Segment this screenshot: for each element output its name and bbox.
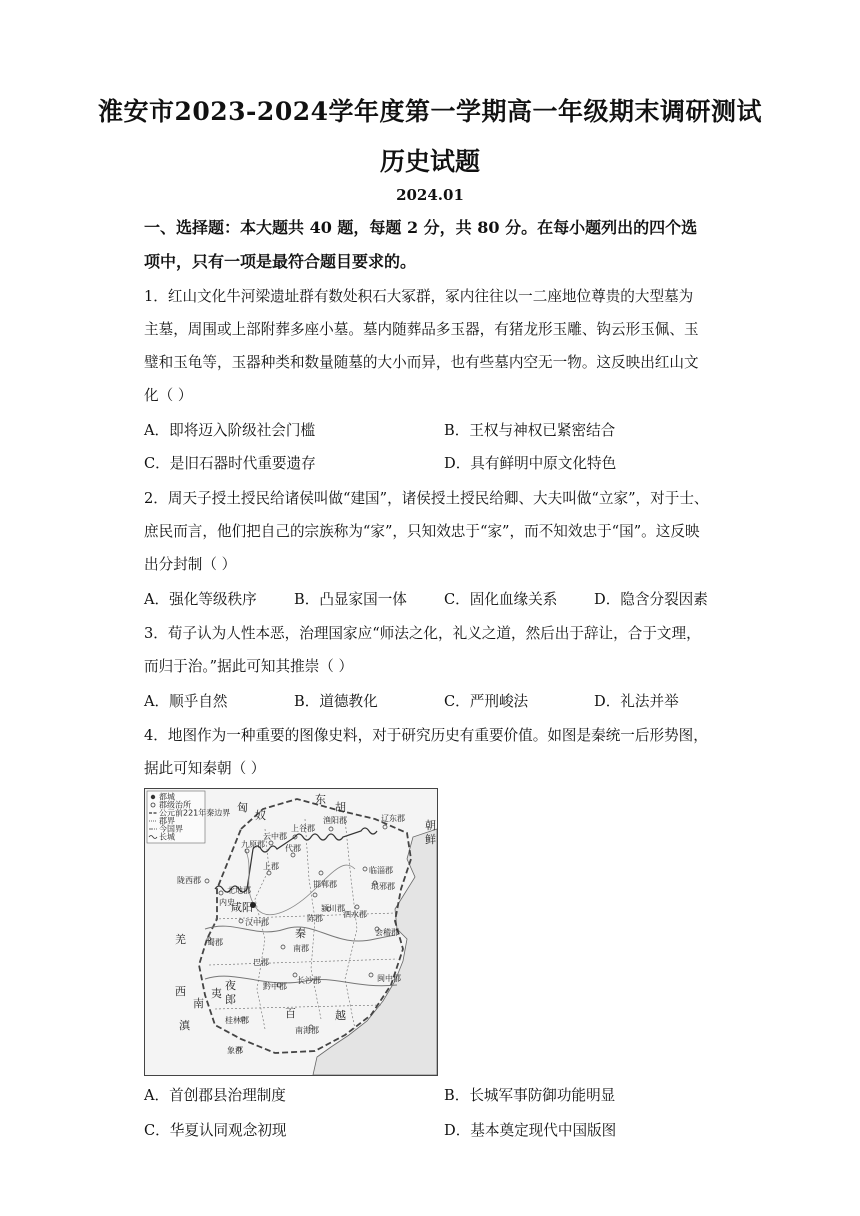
commandery-border — [345, 819, 357, 1029]
map-label: 九原郡 — [241, 840, 265, 849]
question-3-option-d[interactable]: D．礼法并举 — [594, 693, 679, 710]
map-label: 胡 — [335, 801, 346, 814]
map-label: 汉中郡 — [245, 918, 269, 927]
legend-label: 都城 — [159, 792, 175, 802]
map-label: 琅邪郡 — [371, 882, 395, 891]
map-label: 北地郡 — [227, 886, 251, 895]
question-3-option-c[interactable]: C．严刑峻法 — [444, 693, 529, 710]
question-1-option-a[interactable]: A．即将迈入阶级社会门槛 — [144, 422, 316, 439]
question-1-option-d[interactable]: D．具有鲜明中原文化特色 — [444, 455, 617, 472]
section-heading-line-1: 一、选择题：本大题共 40 题，每题 2 分，共 80 分。在每小题列出的四个选 — [144, 218, 698, 237]
map-label: 朝 — [425, 819, 436, 832]
question-1-line-3: 璧和玉龟等，玉器种类和数量随墓的大小而异，也有些墓内空无一物。这反映出红山文 — [144, 354, 699, 371]
legend-label: 郡级治所 — [159, 800, 191, 810]
legend-label: 郡界 — [159, 816, 175, 826]
map-label: 辽东郡 — [381, 814, 405, 823]
map-label: 上谷郡 — [291, 824, 315, 833]
question-2-line-1: 2．周天子授土授民给诸侯叫做“建国”，诸侯授土授民给卿、大夫叫做“立家”，对于士、 — [144, 490, 709, 507]
question-3-line-2: 而归于治。”据此可知其推崇（ ） — [144, 658, 354, 675]
map-label: 夜 — [225, 979, 236, 992]
question-1-option-b[interactable]: B．王权与神权已紧密结合 — [444, 422, 616, 439]
legend-label: 长城 — [159, 832, 175, 842]
map-label: 临淄郡 — [369, 866, 393, 875]
map-label: 南 — [193, 997, 204, 1010]
map-label: 秦 — [295, 927, 306, 940]
question-2-option-d[interactable]: D．隐含分裂因素 — [594, 591, 708, 608]
commandery-border — [215, 1005, 381, 1009]
map-label: 代郡 — [285, 844, 301, 853]
question-4-line-1: 4．地图作为一种重要的图像史料，对于研究历史有重要价值。如图是秦统一后形势图， — [144, 727, 708, 744]
question-4-line-2: 据此可知秦朝（ ） — [144, 760, 266, 777]
map-label: 陇西郡 — [177, 876, 201, 885]
map-label: 蜀郡 — [207, 938, 223, 947]
commandery-border — [209, 959, 397, 965]
question-4-option-a[interactable]: A．首创郡县治理制度 — [144, 1087, 286, 1104]
map-label: 上郡 — [263, 862, 279, 871]
map-label: 夷 — [211, 987, 222, 1000]
map-label: 长沙郡 — [297, 976, 321, 985]
map-label: 闽中郡 — [377, 974, 401, 983]
exam-date: 2024.01 — [396, 186, 464, 204]
exam-title: 淮安市2023-2024学年度第一学期高一年级期末调研测试 — [97, 97, 763, 126]
map-label: 鲜 — [425, 833, 436, 846]
commandery-border — [255, 829, 269, 1029]
map-label: 越 — [335, 1009, 346, 1022]
map-label: 云中郡 — [263, 832, 287, 841]
map-label: 南海郡 — [295, 1026, 319, 1035]
great-wall — [215, 828, 377, 892]
map-label: 匈 — [237, 801, 248, 814]
map-label: 陈郡 — [307, 914, 323, 923]
map-label: 郎 — [225, 993, 236, 1006]
question-3-option-b[interactable]: B．道德教化 — [294, 693, 378, 710]
map-label: 黔中郡 — [263, 982, 287, 991]
map-label: 泗水郡 — [343, 910, 367, 919]
question-3-line-1: 3．荀子认为人性本恶，治理国家应“师法之化，礼义之道，然后出于辞让，合于文理， — [144, 625, 701, 642]
map-label: 会稽郡 — [375, 928, 399, 937]
question-2-option-c[interactable]: C．固化血缘关系 — [444, 591, 558, 608]
map-label: 桂林郡 — [225, 1016, 249, 1025]
question-1-option-c[interactable]: C．是旧石器时代重要遗存 — [144, 455, 316, 472]
map-drawing — [145, 789, 437, 1075]
map-label: 渔阳郡 — [323, 816, 347, 825]
question-4-option-c[interactable]: C．华夏认同观念初现 — [144, 1122, 287, 1139]
map-label: 西 — [175, 985, 186, 998]
question-1-line-1: 1．红山文化牛河梁遗址群有数处积石大冢群，冢内往往以一二座地位尊贵的大型墓为 — [144, 288, 694, 305]
question-2-option-a[interactable]: A．强化等级秩序 — [144, 591, 257, 608]
question-3-option-a[interactable]: A．顺乎自然 — [144, 693, 228, 710]
map-label: 羌 — [175, 933, 186, 946]
map-label: 奴 — [255, 809, 266, 822]
exam-subtitle: 历史试题 — [379, 147, 480, 176]
map-label: 咸阳 — [231, 901, 253, 914]
map-label: 东 — [315, 793, 326, 806]
map-label: 巴郡 — [253, 958, 269, 967]
question-2-line-2: 庶民而言，他们把自己的宗族称为“家”，只知效忠于“家”，而不知效忠于“国”。这反映 — [144, 523, 700, 540]
question-4-option-b[interactable]: B．长城军事防御功能明显 — [444, 1087, 616, 1104]
legend-label: 今国界 — [159, 824, 183, 834]
capital-symbol-icon — [151, 795, 155, 799]
legend-label: 公元前221年秦边界 — [159, 808, 231, 818]
map-label: 内史 — [219, 898, 235, 907]
question-1-line-2: 主墓，周围或上部附葬多座小墓。墓内随葬品多玉器，有猪龙形玉雕、钩云形玉佩、玉 — [144, 321, 699, 338]
section-heading-line-2: 项中，只有一项是最符合题目要求的。 — [144, 252, 417, 271]
map-label: 颍川郡 — [321, 904, 345, 913]
question-1-line-4: 化（ ） — [144, 387, 193, 404]
qin-unification-map — [144, 788, 438, 1076]
question-4-option-d[interactable]: D．基本奠定现代中国版图 — [444, 1122, 617, 1139]
map-label: 象郡 — [227, 1046, 243, 1055]
map-label: 邯郸郡 — [313, 880, 337, 889]
map-label: 南郡 — [293, 944, 309, 953]
map-label: 滇 — [179, 1019, 190, 1032]
question-2-line-3: 出分封制（ ） — [144, 556, 237, 573]
map-label: 百 — [285, 1007, 296, 1020]
question-2-option-b[interactable]: B．凸显家国一体 — [294, 591, 407, 608]
